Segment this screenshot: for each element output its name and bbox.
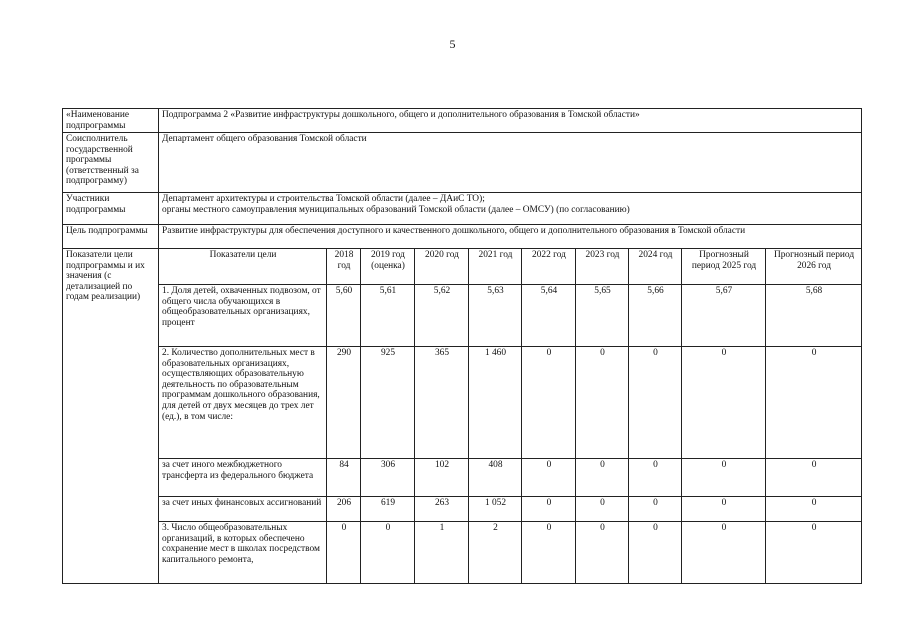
label-goal: Цель подпрограммы [63, 225, 159, 249]
indicator-value: 0 [576, 497, 629, 522]
indicator-label: 2. Количество дополнительных мест в образовательных организациях, осуществляющих образовательную деятельность по образовательным программам дошкольного образования, для детей от двух месяцев до трех лет (ед.), в том числе: [159, 347, 327, 459]
indicator-value: 102 [415, 459, 469, 497]
label-coexecutor: Соисполнитель государственной программы (ответственный за подпрограмму) [63, 133, 159, 193]
indicator-value: 0 [682, 347, 766, 459]
indicator-value: 0 [766, 497, 862, 522]
indicator-value: 5,60 [327, 285, 361, 347]
indicator-value: 0 [576, 347, 629, 459]
indicator-label: 1. Доля детей, охваченных подвозом, от общего числа обучающихся в общеобразовательных организациях, процент [159, 285, 327, 347]
indicator-value: 0 [327, 522, 361, 584]
indicator-value: 0 [576, 522, 629, 584]
indicator-value: 5,63 [469, 285, 522, 347]
indicator-value: 0 [766, 522, 862, 584]
header-2020: 2020 год [415, 249, 469, 285]
indicator-value: 0 [682, 522, 766, 584]
indicator-label: 3. Число общеобразовательных организаций, в которых обеспечено сохранение мест в школах посредством капитального ремонта, [159, 522, 327, 584]
indicator-value: 0 [766, 347, 862, 459]
header-2025: Прогнозный период 2025 год [682, 249, 766, 285]
row-participants [63, 193, 862, 225]
indicator-value: 1 [415, 522, 469, 584]
value-subprogram-name: Подпрограмма 2 «Развитие инфраструктуры дошкольного, общего и дополнительного образования в Томской области» [159, 109, 862, 133]
indicator-value: 0 [629, 459, 682, 497]
value-goal: Развитие инфраструктуры для обеспечения доступного и качественного дошкольного, общего и дополнительного образования в Томской области [159, 225, 862, 249]
indicator-value: 0 [522, 459, 576, 497]
indicator-value: 5,61 [361, 285, 415, 347]
header-2023: 2023 год [576, 249, 629, 285]
header-2019: 2019 год (оценка) [361, 249, 415, 285]
indicator-value: 0 [522, 497, 576, 522]
label-subprogram-name: «Наименование подпрограммы [63, 109, 159, 133]
row-goal [63, 225, 862, 249]
indicator-label: за счет иных финансовых ассигнований [159, 497, 327, 522]
indicator-value: 206 [327, 497, 361, 522]
indicator-value: 0 [522, 347, 576, 459]
indicator-value: 84 [327, 459, 361, 497]
table-row [63, 522, 862, 584]
label-indicators: Показатели цели подпрограммы и их значения (с детализацией по годам реализации) [63, 249, 159, 584]
indicator-value: 408 [469, 459, 522, 497]
value-coexecutor: Департамент общего образования Томской области [159, 133, 862, 193]
indicator-value: 5,62 [415, 285, 469, 347]
header-2021: 2021 год [469, 249, 522, 285]
header-2026: Прогнозный период 2026 год [766, 249, 862, 285]
table-row [63, 347, 862, 459]
indicators-header-row [63, 249, 862, 285]
indicator-value: 0 [522, 522, 576, 584]
indicator-value: 1 460 [469, 347, 522, 459]
indicator-value: 263 [415, 497, 469, 522]
indicator-value: 0 [629, 522, 682, 584]
indicator-value: 619 [361, 497, 415, 522]
row-subprogram-name [63, 109, 862, 133]
participants-line-2: органы местного самоуправления муниципальных образований Томской области (далее – ОМСУ) (по согласованию) [162, 204, 630, 215]
indicator-value: 5,68 [766, 285, 862, 347]
indicator-value: 2 [469, 522, 522, 584]
row-coexecutor [63, 133, 862, 193]
indicator-label: за счет иного межбюджетного трансферта из федерального бюджета [159, 459, 327, 497]
indicator-value: 0 [576, 459, 629, 497]
header-2024: 2024 год [629, 249, 682, 285]
header-2022: 2022 год [522, 249, 576, 285]
label-participants: Участники подпрограммы [63, 193, 159, 225]
indicator-value: 0 [629, 497, 682, 522]
header-indicator: Показатели цели [159, 249, 327, 285]
indicator-value: 0 [682, 497, 766, 522]
indicator-value: 0 [766, 459, 862, 497]
subprogram-passport-table [62, 108, 862, 584]
indicator-value: 0 [361, 522, 415, 584]
indicator-value: 5,67 [682, 285, 766, 347]
participants-line-1: Департамент архитектуры и строительства Томской области (далее – ДАиС ТО); [162, 194, 485, 204]
page-number: 5 [449, 37, 456, 51]
indicator-value: 5,64 [522, 285, 576, 347]
indicator-value: 365 [415, 347, 469, 459]
table-row [63, 459, 862, 497]
indicator-value: 306 [361, 459, 415, 497]
indicator-value: 925 [361, 347, 415, 459]
indicator-value: 0 [629, 347, 682, 459]
indicator-value: 290 [327, 347, 361, 459]
value-participants [159, 193, 862, 225]
indicator-value: 1 052 [469, 497, 522, 522]
table-row [63, 497, 862, 522]
indicator-value: 5,65 [576, 285, 629, 347]
indicator-value: 5,66 [629, 285, 682, 347]
header-2018: 2018 год [327, 249, 361, 285]
indicator-value: 0 [682, 459, 766, 497]
table-row [63, 285, 862, 347]
